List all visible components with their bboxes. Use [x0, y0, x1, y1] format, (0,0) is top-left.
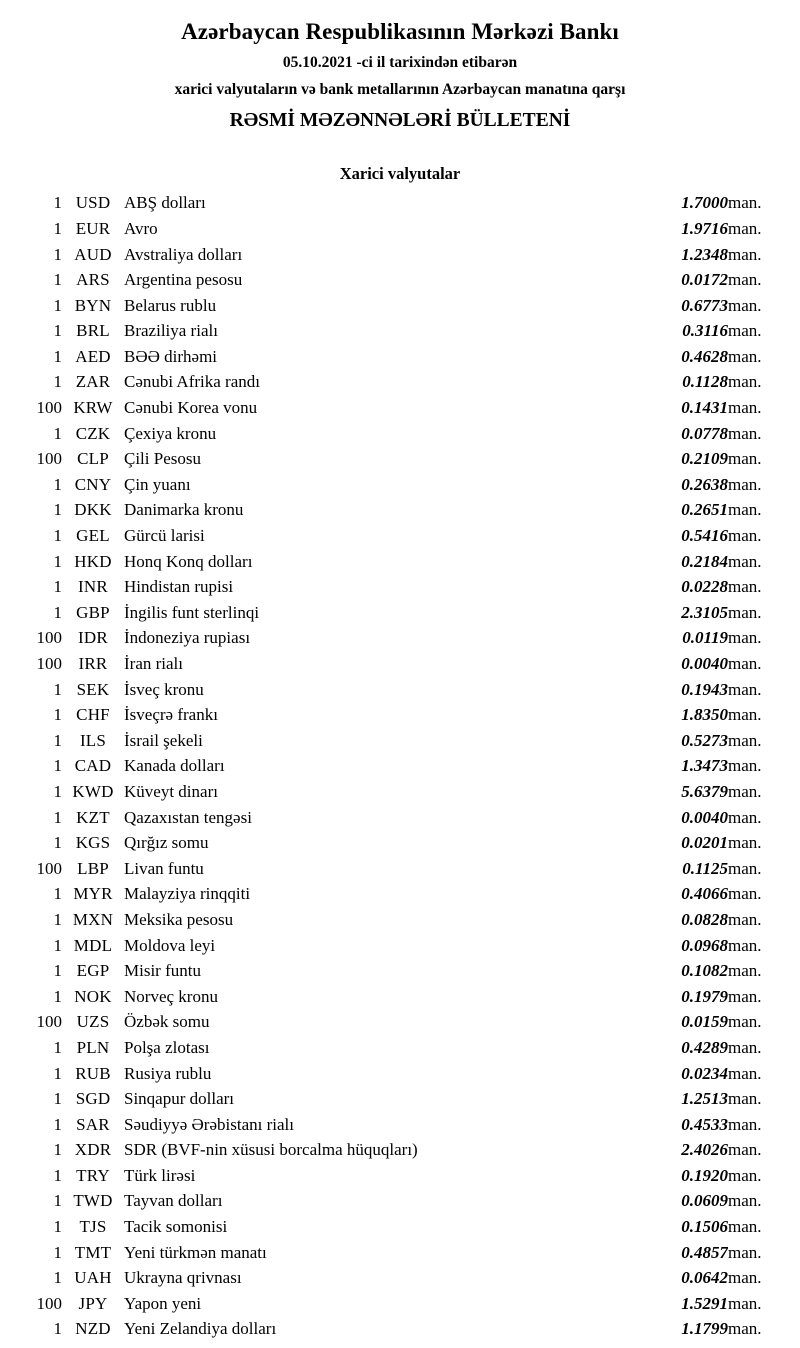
currency-code: IDR	[78, 628, 108, 648]
currency-amount: 1	[53, 1089, 62, 1109]
currency-name: SDR (BVF-nin xüsusi borcalma hüquqları)	[124, 1140, 418, 1160]
currency-name: BƏƏ dirhəmi	[124, 346, 218, 366]
currency-unit: man.	[728, 781, 762, 801]
table-row	[0, 651, 800, 677]
currency-code: XDR	[74, 1140, 112, 1160]
currency-unit: man.	[728, 423, 762, 443]
currency-rate: 1.7000	[681, 193, 728, 213]
currency-amount: 100	[36, 1012, 62, 1032]
table-row	[0, 1061, 800, 1087]
table-row	[0, 216, 800, 242]
currency-rate: 1.3473	[681, 756, 728, 776]
currency-rate: 0.0201	[681, 833, 728, 853]
currency-name: Küveyt dinarı	[124, 781, 218, 801]
currency-amount: 100	[36, 858, 62, 878]
currency-name: Çexiya kronu	[124, 423, 217, 443]
currency-unit: man.	[728, 193, 762, 213]
currency-unit: man.	[728, 551, 762, 571]
currency-rate: 0.0234	[681, 1063, 728, 1083]
currency-amount: 1	[53, 986, 62, 1006]
table-row	[0, 1163, 800, 1189]
table-row	[0, 830, 800, 856]
currency-code: SGD	[75, 1089, 111, 1109]
currency-unit: man.	[728, 218, 762, 238]
currency-code: NOK	[74, 986, 112, 1006]
currency-rate: 0.6773	[681, 295, 728, 315]
table-row	[0, 805, 800, 831]
currency-code: KRW	[73, 398, 113, 418]
currency-rate: 0.1506	[681, 1217, 728, 1237]
currency-unit: man.	[728, 705, 762, 725]
currency-code: DKK	[74, 500, 112, 520]
currency-code: MXN	[72, 909, 114, 929]
currency-amount: 1	[53, 423, 62, 443]
currency-amount: 1	[53, 1268, 62, 1288]
currency-unit: man.	[728, 321, 762, 341]
currency-rate: 5.6379	[681, 781, 728, 801]
currency-rate: 0.0778	[681, 423, 728, 443]
table-row	[0, 984, 800, 1010]
currency-rate: 0.2184	[681, 551, 728, 571]
currency-rate: 0.0159	[681, 1012, 728, 1032]
currency-name: Honq Konq dolları	[124, 551, 253, 571]
table-row	[0, 190, 800, 216]
currency-name: Danimarka kronu	[124, 500, 244, 520]
currency-name: Avstraliya dolları	[124, 244, 243, 264]
currency-amount: 1	[53, 833, 62, 853]
currency-rate: 0.1128	[682, 372, 728, 392]
currency-code: KZT	[76, 807, 110, 827]
currency-name: Avro	[124, 218, 158, 238]
currency-code: HKD	[74, 551, 112, 571]
table-row	[0, 574, 800, 600]
currency-unit: man.	[728, 526, 762, 546]
currency-unit: man.	[728, 986, 762, 1006]
currency-code: KWD	[72, 781, 114, 801]
currency-amount: 1	[53, 244, 62, 264]
table-row	[0, 293, 800, 319]
currency-unit: man.	[728, 1293, 762, 1313]
table-row	[0, 395, 800, 421]
table-row	[0, 1112, 800, 1138]
currency-unit: man.	[728, 1268, 762, 1288]
currency-unit: man.	[728, 372, 762, 392]
currency-amount: 1	[53, 781, 62, 801]
currency-rate: 0.1431	[681, 398, 728, 418]
currency-rate: 0.4533	[681, 1114, 728, 1134]
currency-name: Səudiyyə Ərəbistanı rialı	[124, 1114, 294, 1134]
currency-amount: 1	[53, 474, 62, 494]
currency-amount: 1	[53, 884, 62, 904]
currency-name: Sinqapur dolları	[124, 1089, 235, 1109]
currency-amount: 1	[53, 730, 62, 750]
currency-amount: 1	[53, 1063, 62, 1083]
currency-name: Misir funtu	[124, 961, 201, 981]
currency-amount: 1	[53, 909, 62, 929]
currency-code: RUB	[75, 1063, 111, 1083]
currency-unit: man.	[728, 756, 762, 776]
currency-name: Yeni türkmən manatı	[124, 1242, 267, 1262]
currency-unit: man.	[728, 449, 762, 469]
currency-amount: 1	[53, 346, 62, 366]
currency-name: Argentina pesosu	[124, 270, 243, 290]
currency-code: TRY	[76, 1165, 110, 1185]
currency-amount: 1	[53, 372, 62, 392]
currency-amount: 1	[53, 321, 62, 341]
currency-name: Gürcü larisi	[124, 526, 205, 546]
currency-rate: 0.4628	[681, 346, 728, 366]
currency-name: Norveç kronu	[124, 986, 218, 1006]
currency-rate: 0.1920	[681, 1165, 728, 1185]
currency-amount: 1	[53, 961, 62, 981]
currency-unit: man.	[728, 1217, 762, 1237]
currency-rate: 1.8350	[681, 705, 728, 725]
currency-unit: man.	[728, 1037, 762, 1057]
currency-name: Çin yuanı	[124, 474, 191, 494]
currency-rate: 1.9716	[681, 218, 728, 238]
currency-unit: man.	[728, 935, 762, 955]
currency-unit: man.	[728, 679, 762, 699]
table-row	[0, 881, 800, 907]
currency-amount: 1	[53, 1114, 62, 1134]
currency-rate: 2.4026	[681, 1140, 728, 1160]
table-row	[0, 779, 800, 805]
currency-code: KGS	[75, 833, 111, 853]
currency-amount: 1	[53, 551, 62, 571]
currency-unit: man.	[728, 654, 762, 674]
currency-rate: 0.0172	[681, 270, 728, 290]
currency-amount: 1	[53, 1217, 62, 1237]
currency-unit: man.	[728, 270, 762, 290]
currency-rate: 0.1979	[681, 986, 728, 1006]
currency-unit: man.	[728, 295, 762, 315]
currency-amount: 1	[53, 1037, 62, 1057]
currency-amount: 100	[36, 398, 62, 418]
currency-unit: man.	[728, 1114, 762, 1134]
table-row	[0, 753, 800, 779]
currency-amount: 100	[36, 628, 62, 648]
currency-rate: 0.1943	[681, 679, 728, 699]
currency-amount: 1	[53, 1140, 62, 1160]
currency-rate: 1.5291	[681, 1293, 728, 1313]
table-row	[0, 549, 800, 575]
table-row	[0, 446, 800, 472]
currency-rate: 0.0609	[681, 1191, 728, 1211]
currency-rate: 0.2651	[681, 500, 728, 520]
currency-name: Qırğız somu	[124, 833, 209, 853]
table-row	[0, 472, 800, 498]
currency-code: AUD	[74, 244, 112, 264]
currency-name: Cənubi Afrika randı	[124, 372, 260, 392]
currency-unit: man.	[728, 244, 762, 264]
currency-unit: man.	[728, 858, 762, 878]
table-row	[0, 1009, 800, 1035]
currency-amount: 1	[53, 1319, 62, 1339]
table-row	[0, 318, 800, 344]
table-row	[0, 933, 800, 959]
table-row	[0, 625, 800, 651]
currency-code: BRL	[76, 321, 110, 341]
currency-amount: 1	[53, 1242, 62, 1262]
currency-name: Meksika pesosu	[124, 909, 234, 929]
currency-unit: man.	[728, 500, 762, 520]
currency-code: EGP	[76, 961, 110, 981]
currency-rate: 0.0828	[681, 909, 728, 929]
table-row	[0, 242, 800, 268]
currency-unit: man.	[728, 807, 762, 827]
currency-name: Özbək somu	[124, 1012, 210, 1032]
currency-name: Türk lirəsi	[124, 1165, 196, 1185]
currency-code: JPY	[78, 1293, 108, 1313]
currency-code: SAR	[76, 1114, 110, 1134]
currency-code: LBP	[77, 858, 109, 878]
currency-unit: man.	[728, 1165, 762, 1185]
table-row	[0, 523, 800, 549]
table-row	[0, 1086, 800, 1112]
table-row	[0, 1137, 800, 1163]
currency-rate: 0.4066	[681, 884, 728, 904]
currency-code: BYN	[74, 295, 112, 315]
currency-name: İngilis funt sterlinqi	[124, 602, 260, 622]
currency-name: Çili Pesosu	[124, 449, 201, 469]
table-row	[0, 958, 800, 984]
table-row	[0, 1291, 800, 1317]
currency-code: CLP	[77, 449, 109, 469]
document-header	[0, 18, 800, 132]
currency-rate: 1.2513	[681, 1089, 728, 1109]
currency-code: ZAR	[75, 372, 111, 392]
currency-name: Polşa zlotası	[124, 1037, 210, 1057]
table-row	[0, 1035, 800, 1061]
currency-rate: 0.0119	[682, 628, 728, 648]
table-row	[0, 907, 800, 933]
currency-name: Yapon yeni	[124, 1293, 202, 1313]
currency-rate: 0.1082	[681, 961, 728, 981]
currency-code: EUR	[75, 218, 111, 238]
currency-name: Yeni Zelandiya dolları	[124, 1319, 277, 1339]
currency-rate: 0.0040	[681, 654, 728, 674]
currency-unit: man.	[728, 1140, 762, 1160]
currency-amount: 1	[53, 679, 62, 699]
currency-name: İsveçrə frankı	[124, 705, 218, 725]
currency-amount: 1	[53, 270, 62, 290]
bank-name-title: Azərbaycan Respublikasının Mərkəzi Bankı	[181, 19, 619, 44]
currency-code: CHF	[76, 705, 110, 725]
currency-rate: 2.3105	[681, 602, 728, 622]
currency-code: TJS	[79, 1217, 107, 1237]
currency-rate: 0.2638	[681, 474, 728, 494]
currency-rate: 0.0040	[681, 807, 728, 827]
currency-name: Hindistan rupisi	[124, 577, 234, 597]
currency-amount: 1	[53, 935, 62, 955]
currency-amount: 1	[53, 500, 62, 520]
currency-amount: 1	[53, 602, 62, 622]
currency-code: AED	[75, 346, 111, 366]
currency-unit: man.	[728, 628, 762, 648]
currency-rate: 0.2109	[681, 449, 728, 469]
currency-unit: man.	[728, 1063, 762, 1083]
currency-rate: 0.0968	[681, 935, 728, 955]
currency-code: CAD	[74, 756, 112, 776]
currency-name: Belarus rublu	[124, 295, 217, 315]
currency-unit: man.	[728, 1012, 762, 1032]
currency-name: İran rialı	[124, 654, 183, 674]
currency-unit: man.	[728, 577, 762, 597]
currency-rate: 0.0642	[681, 1268, 728, 1288]
currency-unit: man.	[728, 833, 762, 853]
currency-code: NZD	[75, 1319, 111, 1339]
currency-code: INR	[78, 577, 108, 597]
currency-code: ILS	[79, 730, 107, 750]
currency-name: Braziliya rialı	[124, 321, 218, 341]
currency-amount: 1	[53, 193, 62, 213]
table-row	[0, 421, 800, 447]
currency-rate: 0.0228	[681, 577, 728, 597]
currency-amount: 1	[53, 807, 62, 827]
currency-unit: man.	[728, 909, 762, 929]
currency-amount: 1	[53, 577, 62, 597]
currency-name: Rusiya rublu	[124, 1063, 212, 1083]
currency-name: Kanada dolları	[124, 756, 225, 776]
table-row	[0, 856, 800, 882]
table-row	[0, 600, 800, 626]
currency-code: TMT	[74, 1242, 112, 1262]
currency-amount: 1	[53, 295, 62, 315]
effective-date-line: 05.10.2021 -ci il tarixindən etibarən	[282, 53, 518, 71]
currency-unit: man.	[728, 1242, 762, 1262]
currency-code: USD	[75, 193, 111, 213]
currency-code: MYR	[73, 884, 113, 904]
currency-unit: man.	[728, 884, 762, 904]
currency-unit: man.	[728, 1319, 762, 1339]
currency-unit: man.	[728, 474, 762, 494]
currency-code: CNY	[74, 474, 112, 494]
currency-rate: 1.2348	[681, 244, 728, 264]
currency-amount: 100	[36, 654, 62, 674]
currency-name: Malayziya rinqqiti	[124, 884, 251, 904]
currency-name: Qazaxıstan tengəsi	[124, 807, 252, 827]
currency-code: PLN	[76, 1037, 110, 1057]
currency-amount: 100	[36, 1293, 62, 1313]
currency-unit: man.	[728, 730, 762, 750]
currency-name: Cənubi Korea vonu	[124, 398, 258, 418]
currency-name: ABŞ dolları	[124, 193, 206, 213]
currency-code: SEK	[76, 679, 110, 699]
table-row	[0, 1316, 800, 1342]
currency-rate: 0.5273	[681, 730, 728, 750]
currency-code: CZK	[75, 423, 111, 443]
table-row	[0, 728, 800, 754]
currency-code: UZS	[76, 1012, 110, 1032]
currency-name: Livan funtu	[124, 858, 204, 878]
table-row	[0, 369, 800, 395]
currency-name: Tayvan dolları	[124, 1191, 223, 1211]
table-row	[0, 267, 800, 293]
currency-unit: man.	[728, 346, 762, 366]
currency-amount: 1	[53, 1165, 62, 1185]
table-row	[0, 344, 800, 370]
table-row	[0, 1188, 800, 1214]
currency-code: MDL	[73, 935, 113, 955]
currency-rate: 0.1125	[682, 858, 728, 878]
currency-unit: man.	[728, 398, 762, 418]
currency-amount: 1	[53, 705, 62, 725]
currency-unit: man.	[728, 602, 762, 622]
currency-rate: 0.4289	[681, 1037, 728, 1057]
exchange-rates-table	[0, 190, 800, 1342]
currency-name: İsveç kronu	[124, 679, 204, 699]
table-row	[0, 497, 800, 523]
currency-amount: 1	[53, 756, 62, 776]
currency-amount: 100	[36, 449, 62, 469]
currency-unit: man.	[728, 1191, 762, 1211]
table-row	[0, 1240, 800, 1266]
currency-code: GEL	[76, 526, 110, 546]
table-row	[0, 677, 800, 703]
table-row	[0, 1214, 800, 1240]
table-row	[0, 702, 800, 728]
currency-amount: 1	[53, 218, 62, 238]
bulletin-title: RƏSMİ MƏZƏNNƏLƏRİ BÜLLETENİ	[229, 109, 571, 131]
currency-name: Ukrayna qrivnası	[124, 1268, 242, 1288]
currency-name: Moldova leyi	[124, 935, 216, 955]
currency-code: ARS	[76, 270, 110, 290]
currency-rate: 0.3116	[682, 321, 728, 341]
currency-code: GBP	[76, 602, 110, 622]
currency-code: TWD	[73, 1191, 113, 1211]
currency-code: IRR	[78, 654, 108, 674]
currency-amount: 1	[53, 1191, 62, 1211]
currency-code: UAH	[74, 1268, 112, 1288]
currency-rate: 1.1799	[681, 1319, 728, 1339]
currency-name: Tacik somonisi	[124, 1217, 228, 1237]
currency-unit: man.	[728, 961, 762, 981]
table-row	[0, 1265, 800, 1291]
currency-name: İndoneziya rupiası	[124, 628, 251, 648]
currency-name: İsrail şekeli	[124, 730, 203, 750]
section-title-foreign-currencies: Xarici valyutalar	[339, 164, 461, 184]
currency-unit: man.	[728, 1089, 762, 1109]
currency-amount: 1	[53, 526, 62, 546]
currency-rate: 0.5416	[681, 526, 728, 546]
document-subtitle: xarici valyutaların və bank metallarının Azərbaycan manatına qarşı	[174, 81, 626, 99]
currency-rate: 0.4857	[681, 1242, 728, 1262]
